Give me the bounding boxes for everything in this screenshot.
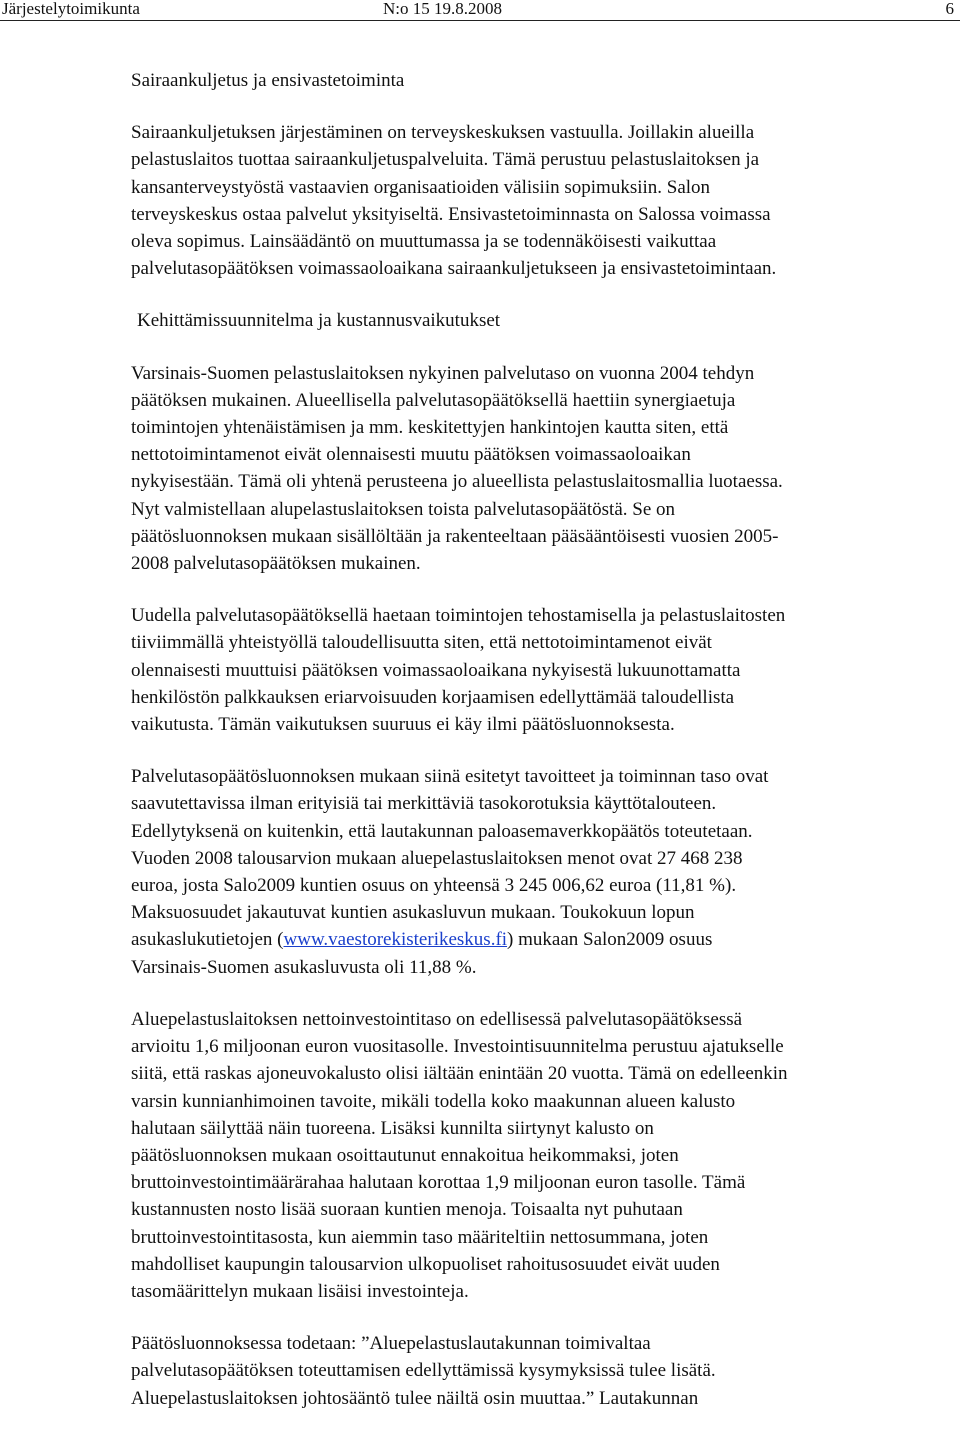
paragraph-service-level: Varsinais-Suomen pelastuslaitoksen nykyinen palvelutaso on vuonna 2004 tehdyn päätöksen mukainen. Alueellisella palvelutasopäätöksellä haettiin synergiaetuja toimintojen yhtenäistämisen ja mm. keskitettyjen hankintojen kautta siten, että nettotoimintamenot eivät olennaisesti muutu päätöksen voimassaoloaikan nykyisestään. Tämä oli yhtenä perusteena jo alueellista pelastuslaitosmallia luotaessa. Nyt valmistellaan alupelastuslaitoksen toista palvelutasopäätöstä. Se on päätösluonnoksen mukaan sisällöltään ja rakenteeltaan pääsääntöisesti vuosien 2005- 2008 palvelutasopäätöksen mukainen.	[131, 362, 783, 575]
costs-text-before-link: Palvelutasopäätösluonnoksen mukaan siinä esitetyt tavoitteet ja toiminnan taso ovat saavutettavissa ilman erityisiä tai merkittäviä tasokorotuksia käyttötalouteen. Edellytyksenä on kuitenkin, että lautakunnan paloasemaverkkopäätös toteutetaan. Vuoden 2008 talousarvion mukaan aluepelastuslaitoksen menot ovat 27 468 238 euroa, josta Salo2009 kuntien osuus on yhteensä 3 245 006,62 euroa (11,81 %). Maksuosuudet jakautuvat kuntien asukasluvun mukaan. Toukokuun lopun asukaslukutietojen (	[131, 766, 769, 951]
paragraph-new-decision: Uudella palvelutasopäätöksellä haetaan toimintojen tehostamisella ja pelastuslaitosten tiiviimmällä yhteistyöllä taloudellisuutta siten, että nettotoimintamenot eivät olennaisesti muuttuisi päätöksen voimassaoloaikana nykyisestä lukuunottamatta henkilöstön palkkauksen eriarvoisuuden korjaamisen edellyttämää taloudellista vaikutusta. Tämän vaikutuksen suuruus ei käy ilmi päätösluonnoksesta.	[131, 605, 786, 736]
section-heading-development-plan: Kehittämissuunnitelma ja kustannusvaikutukset	[137, 310, 501, 332]
paragraph-costs	[131, 763, 957, 981]
paragraph-ambulance: Sairaankuljetuksen järjestäminen on terveyskeskuksen vastuulla. Joillakin alueilla pelastuslaitos tuottaa sairaankuljetuspalveluita. Tämä perustuu pelastuslaitoksen ja kansanterveystyöstä vastaavien organisaatioiden välisiin sopimuksiin. Salon terveyskeskus ostaa palvelut yksityiseltä. Ensivastetoiminnasta on Salossa voimassa oleva sopimus. Lainsäädäntö on muuttumassa ja se todennäköisesti vaikuttaa palvelutasopäätöksen voimassaoloaikana sairaankuljetukseen ja ensivastetoimintaan.	[131, 122, 777, 280]
paragraph-draft-decision: Päätösluonnoksessa todetaan: ”Aluepelastuslautakunnan toimivaltaa palvelutasopäätöksen toteuttamisen edellyttämissä kysymyksissä tulee lisätä. Aluepelastuslaitoksen johtosääntö tulee näiltä osin muuttaa.” Lautakunnan	[131, 1333, 716, 1409]
page-header	[0, 0, 960, 21]
costs-text-after-link: ) mukaan Salon2009 osuus Varsinais-Suomen asukasluvusta oli 11,88 %.	[131, 929, 713, 978]
section-heading-ambulance: Sairaankuljetus ja ensivastetoiminta	[131, 70, 405, 91]
population-registry-link[interactable]: www.vaestorekisterikeskus.fi	[283, 929, 508, 951]
document-body	[131, 67, 957, 1437]
header-page-number: 6	[945, 0, 954, 18]
header-issue: N:o 15 19.8.2008	[383, 0, 502, 18]
header-organization: Järjestelytoimikunta	[2, 0, 140, 18]
paragraph-investments: Aluepelastuslaitoksen nettoinvestointitaso on edellisessä palvelutasopäätöksessä arvioitu 1,6 miljoonan euron vuositasolle. Investointisuunnitelma perustuu ajatukselle siitä, että raskas ajoneuvokalusto olisi iältään enintään 20 vuotta. Tämä on edelleenkin varsin kunnianhimoinen tavoite, mikäli todella koko maakunnan alueen kalusto halutaan säilyttää näin tuoreena. Lisäksi kunnilta siirtynyt kalusto on päätösluonnoksen mukaan osoittautunut ennakoitua heikommaksi, joten bruttoinvestointimäärärahaa halutaan korottaa 1,9 miljoonan euron tasolle. Tämä kustannusten nosto lisää suoraan kuntien menoja. Toisaalta nyt puhutaan bruttoinvestointitasosta, kun aiemmin taso määriteltiin nettosummana, joten mahdolliset kaupungin talousarvion ulkopuoliset rahoitusosuudet eivät uuden tasomäärittelyn mukaan lisäisi investointeja.	[131, 1008, 788, 1302]
